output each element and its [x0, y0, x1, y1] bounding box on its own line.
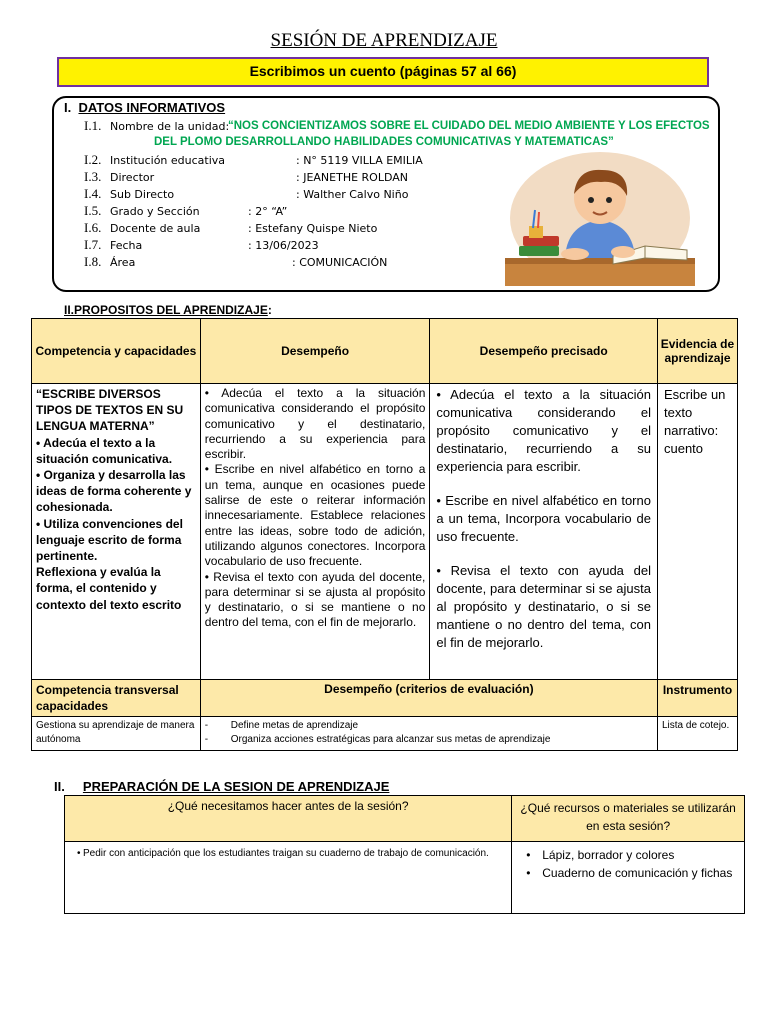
header-evidencia: Evidencia de aprendizaje [657, 319, 737, 384]
transversal-value: Gestiona su aprendizaje de manera autónoma [32, 717, 201, 751]
recurso-item: • Lápiz, borrador y colores [520, 846, 736, 864]
preparacion-heading: II. PREPARACIÓN DE LA SESION DE APRENDIZAJE [54, 779, 390, 794]
competencia-cell: “ESCRIBE DIVERSOS TIPOS DE TEXTOS EN SU LENGUA MATERNA” • Adecúa el texto a la situación comunicativa. • Organiza y desarrolla las ideas de forma coherente y cohesionada. • Utiliza convenciones del lenguaje escrito de forma pertinente. Reflexiona y evalúa la forma, el contenido y contexto del texto escrito [32, 384, 201, 680]
propositos-heading: II.PROPOSITOS DEL APRENDIZAJE: [64, 303, 272, 317]
header-criterios: Desempeño (criterios de evaluación) [200, 680, 657, 717]
header-desempeno-precisado: Desempeño precisado [430, 319, 658, 384]
boy-writing-illustration [505, 150, 695, 286]
header-recursos: ¿Qué recursos o materiales se utilizarán en esta sesión? [512, 796, 745, 842]
unit-value-line2: DEL PLOMO DESARROLLANDO HABILIDADES COMUNICATIVAS Y MATEMATICAS” [154, 136, 614, 148]
recurso-item: • Cuaderno de comunicación y fichas [520, 864, 736, 882]
desempeno-cell: • Adecúa el texto a la situación comunicativa considerando el propósito comunicativo y el destinatario, recurriendo a su experiencia para escribir. • Escribe en nivel alfabético en torno a un tema, aunque en ocasiones puede salirse de este o reiterar información innecesariamente. Establece relaciones entre las ideas, sobre todo de adición, utilizando algunos conectores. Incorpora vocabulario de uso frecuente. • Revisa el texto con ayuda del docente, para determinar si se ajusta al propósito y destinatario, o si se mantiene o no dentro del tema, con el fin de mejorarlo. [200, 384, 430, 680]
header-instrumento: Instrumento [657, 680, 737, 717]
recursos-cell [512, 842, 745, 914]
header-desempeno: Desempeño [200, 319, 430, 384]
desempeno-precisado-cell: • Adecúa el texto a la situación comunicativa considerando el propósito comunicativo y el destinatario, recurriendo a su experiencia para escribir. • Escribe en nivel alfabético en torno a un tema, Incorpora vocabulario de uso frecuente. • Revisa el texto con ayuda del docente, para determinar si se ajusta al propósito y destinatario, o si se mantiene o no dentro del tema, con el fin de mejorarlo. [430, 384, 658, 680]
instrumento-value: Lista de cotejo. [657, 717, 737, 751]
datos-heading: I. DATOS INFORMATIVOS [64, 100, 226, 115]
preparacion-table [64, 795, 745, 914]
criterios-list: - Define metas de aprendizaje - Organiza acciones estratégicas para alcanzar sus metas de aprendizaje [200, 717, 657, 751]
antes-cell: • Pedir con anticipación que los estudiantes traigan su cuaderno de trabajo de comunicación. [65, 842, 512, 914]
header-transversal: Competencia transversal capacidades [32, 680, 201, 717]
propositos-table [31, 318, 738, 751]
document-title: SESIÓN DE APRENDIZAJE [270, 30, 498, 51]
session-banner: Escribimos un cuento (páginas 57 al 66) [57, 57, 709, 87]
header-competencia: Competencia y capacidades [32, 319, 201, 384]
header-antes: ¿Qué necesitamos hacer antes de la sesión? [65, 796, 512, 842]
evidencia-cell: Escribe un texto narrativo: cuento [657, 384, 737, 680]
